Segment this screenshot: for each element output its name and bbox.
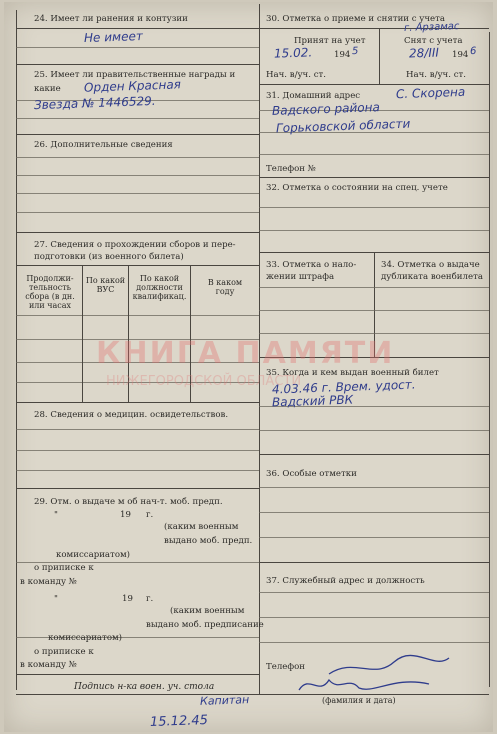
s31-value-1: С. Скорена bbox=[395, 84, 466, 102]
s30-accepted-year: 5 bbox=[351, 45, 359, 58]
s37-phone: Телефон bbox=[266, 662, 305, 672]
s30-accepted-date: 15.02. bbox=[273, 45, 313, 61]
s24-label: 24. Имеет ли ранения и контузии bbox=[34, 14, 188, 24]
s34-label-2: дубликата военбилета bbox=[381, 272, 483, 282]
s35-label: 35. Когда и кем выдан военный билет bbox=[266, 368, 439, 378]
s29-year-1: 19 bbox=[120, 510, 131, 520]
s25-label-1: 25. Имеет ли правительственные награды и bbox=[34, 70, 236, 80]
s31-value-2: Вадского района bbox=[271, 100, 381, 118]
s30-removed-date: 28/III bbox=[408, 45, 440, 61]
left-border bbox=[16, 10, 17, 690]
right-border bbox=[489, 32, 490, 687]
s28-label: 28. Сведения о медицин. освидетельствов. bbox=[34, 410, 229, 420]
s27-col-duration: Продолжи- тельность сбора (в дн. или часах bbox=[25, 274, 75, 310]
watermark-subtitle: НИЖЕГОРОДСКОЙ ОБЛАСТИ bbox=[106, 374, 302, 389]
s25-label-2: какие bbox=[34, 84, 61, 94]
s31-phone: Телефон № bbox=[266, 164, 316, 174]
s31-label: 31. Домашний адрес bbox=[266, 91, 361, 101]
s25-value-2: Звезда № 1446529. bbox=[33, 93, 156, 113]
s31-value-3: Горьковской области bbox=[275, 116, 411, 136]
s30-label: 30. Отметка о приеме и снятии с учета bbox=[266, 14, 446, 24]
footer-signer: Капитан bbox=[199, 693, 250, 708]
s29-year-2: 19 bbox=[122, 594, 133, 604]
s27-col-year: В каком году bbox=[207, 278, 243, 296]
s27-col-vus: По какой ВУС bbox=[85, 276, 126, 294]
s33-label-2: жении штрафа bbox=[266, 272, 335, 282]
s33-label-1: 33. Отметка о нало- bbox=[266, 260, 357, 270]
s36-label: 36. Особые отметки bbox=[266, 469, 357, 479]
s27-label-2: подготовки (из военного билета) bbox=[34, 252, 184, 262]
s37-label: 37. Служебный адрес и должность bbox=[266, 576, 425, 586]
footer-sign-label: Подпись н-ка воен. уч. стола bbox=[74, 682, 215, 692]
s32-label: 32. Отметка о состоянии на спец. учете bbox=[266, 183, 448, 193]
s24-value: Не имеет bbox=[83, 28, 144, 46]
s30-removed-note: г. Арзамас bbox=[403, 21, 460, 34]
s27-label-1: 27. Сведения о прохождении сборов и пере- bbox=[34, 240, 236, 250]
s29-label: 29. Отм. о выдаче м об нач-т. моб. предп. bbox=[34, 497, 223, 507]
document-sheet: КНИГА ПАМЯТИ НИЖЕГОРОДСКОЙ ОБЛАСТИ 24. Имеет ли ранения и контузии Не имеет 25. Имеет ли правительственные награды и какие Орден Красная Звезда № 1446529. 26. Дополнительные сведения 27. Сведения о прохождении сборов и пере- подготовки (из военного билета) Продолжи- тельность сбора (в дн. или часах По какой ВУС По какой должности квалификац. В каком году 28. Сведения о медицин. освидетельствов. 29. Отм. о выдаче м об нач-т. моб. предп. " 19 г. (каким военным выдано моб. предп. комиссариатом) о приписке к в команду № " 19 г. (каким военным выдано моб. предписание комиссариатом) о приписке к в команду № 30. Отметка о приеме и снятии с учета Принят на учет Снят с учета г. Арзамас 15.02. 194 5 28/III 194 6 Нач. в/уч. ст. Нач. в/уч. ст. 31. Домашний адрес С. Скорена Вадского района Горьковской области Телефон № 32. Отметка о состоянии на спец. учете 33. Отметка о нало- жении штрафа 34. Отметка о выдаче дубликата военбилета 35. Когда и кем выдан военный билет 4.03.46 г. Врем. удост. Вадский РВК 36. Особые отметки 37. Служебный адрес и должность Телефон Подпись н-ка воен. уч. стола (фамилия и дата) Капитан 15.12.45 bbox=[4, 2, 493, 732]
footer-date: 15.12.45 bbox=[149, 712, 209, 731]
s25-value-1: Орден Красная bbox=[83, 77, 182, 95]
s27-col-position: По какой должности квалификац. bbox=[132, 274, 187, 301]
footer-name-hint: (фамилия и дата) bbox=[322, 696, 396, 705]
s35-value-1: 4.03.46 г. Врем. удост. bbox=[271, 377, 416, 397]
s26-label: 26. Дополнительные сведения bbox=[34, 140, 173, 150]
s34-label-1: 34. Отметка о выдаче bbox=[381, 260, 480, 270]
s30-removed-year: 6 bbox=[469, 45, 477, 58]
s35-value-2: Вадский РВК bbox=[271, 392, 354, 410]
watermark-title: КНИГА ПАМЯТИ bbox=[96, 336, 395, 371]
footer-signature bbox=[294, 672, 434, 698]
